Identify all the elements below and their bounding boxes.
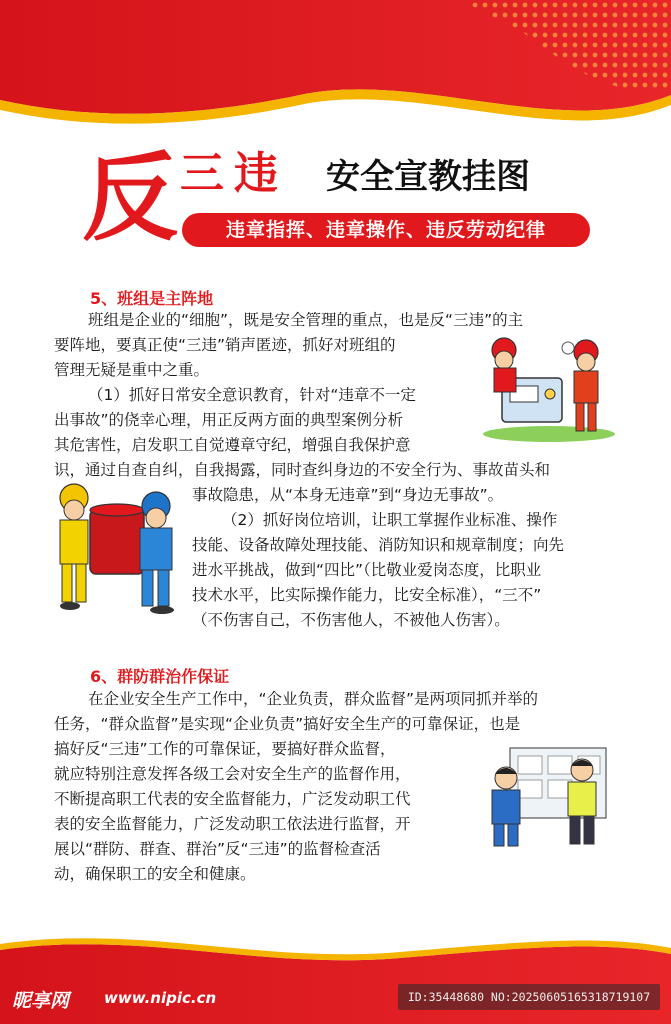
section5-p2-line4: 识，通过自查自纠，自我揭露，同时查纠身边的不安全行为、事故苗头和: [54, 461, 551, 479]
section6-p1-line2: 任务，“群众监督”是实现“企业负责”搞好安全生产的可靠保证，也是: [54, 715, 521, 733]
notice-board-illustration: [476, 742, 616, 850]
title-big-character: 反: [82, 141, 178, 254]
section5-p3-line3: 进水平挑战，做到“四比”（比敬业爱岗态度，比职业: [192, 561, 542, 579]
watermark-logo: 昵享网: [12, 990, 70, 1012]
section6-p1-line7: 展以“群防、群查、群治”反“三违”的监督检查活: [54, 840, 381, 858]
top-wave-banner: [0, 0, 671, 140]
watermark-id: ID:35448680 NO:20250605165318719107: [398, 984, 660, 1010]
title-black-text: 安全宣教挂图: [326, 157, 530, 197]
section5-p3-line4: 技术水平，比实际操作能力，比安全标准），“三不”: [192, 586, 542, 604]
section5-p3-line2: 技能、设备故障处理技能、消防知识和规章制度；向先: [192, 536, 565, 554]
section6-heading: 6、群防群治作保证: [90, 667, 230, 686]
section5-p2-line2: 出事故”的侥幸心理，用正反两方面的典型案例分析: [54, 411, 404, 429]
section5-p2-line5: 事故隐患，从“本身无违章”到“身边无事故”。: [192, 486, 504, 504]
section6-p1-line6: 表的安全监督能力，广泛发动职工依法进行监督，开: [54, 815, 411, 833]
watermark-url[interactable]: www.nipic.cn: [104, 989, 217, 1007]
section5-p1-line2: 要阵地，要真正使“三违”销声匿迹，抓好对班组的: [54, 336, 396, 354]
section5-p3-line5: （不伤害自己，不伤害他人，不被他人伤害）。: [192, 611, 510, 629]
workers-barrel-illustration: [50, 480, 190, 620]
subtitle-pill: 违章指挥、违章操作、违反劳动纪律: [182, 213, 590, 247]
section5-heading: 5、班组是主阵地: [90, 289, 214, 308]
section5-p2-line3: 其危害性，启发职工自觉遵章守纪，增强自我保护意: [54, 436, 411, 454]
section5-p2-line1: （1）抓好日常安全意识教育，针对“违章不一定: [88, 386, 416, 404]
section6-p1-line4: 就应特别注意发挥各级工会对安全生产的监督作用，: [54, 765, 411, 783]
section5-p3-line1: （2）抓好岗位培训，让职工掌握作业标准、操作: [222, 511, 558, 529]
title-red-text: 三违: [180, 148, 288, 199]
section5-p1-line1: 班组是企业的“细胞”，既是安全管理的重点，也是反“三违”的主: [88, 311, 524, 329]
workers-machine-illustration: [474, 334, 616, 444]
section6-p1-line8: 动，确保职工的安全和健康。: [54, 865, 256, 883]
section6-p1-line5: 不断提高职工代表的安全监督能力，广泛发动职工代: [54, 790, 411, 808]
section6-p1-line1: 在企业安全生产工作中，“企业负责，群众监督”是两项同抓并举的: [88, 690, 539, 708]
section5-p1-line3: 管理无疑是重中之重。: [54, 361, 210, 379]
section6-p1-line3: 搞好反“三违”工作的可靠保证，要搞好群众监督，: [54, 740, 396, 758]
